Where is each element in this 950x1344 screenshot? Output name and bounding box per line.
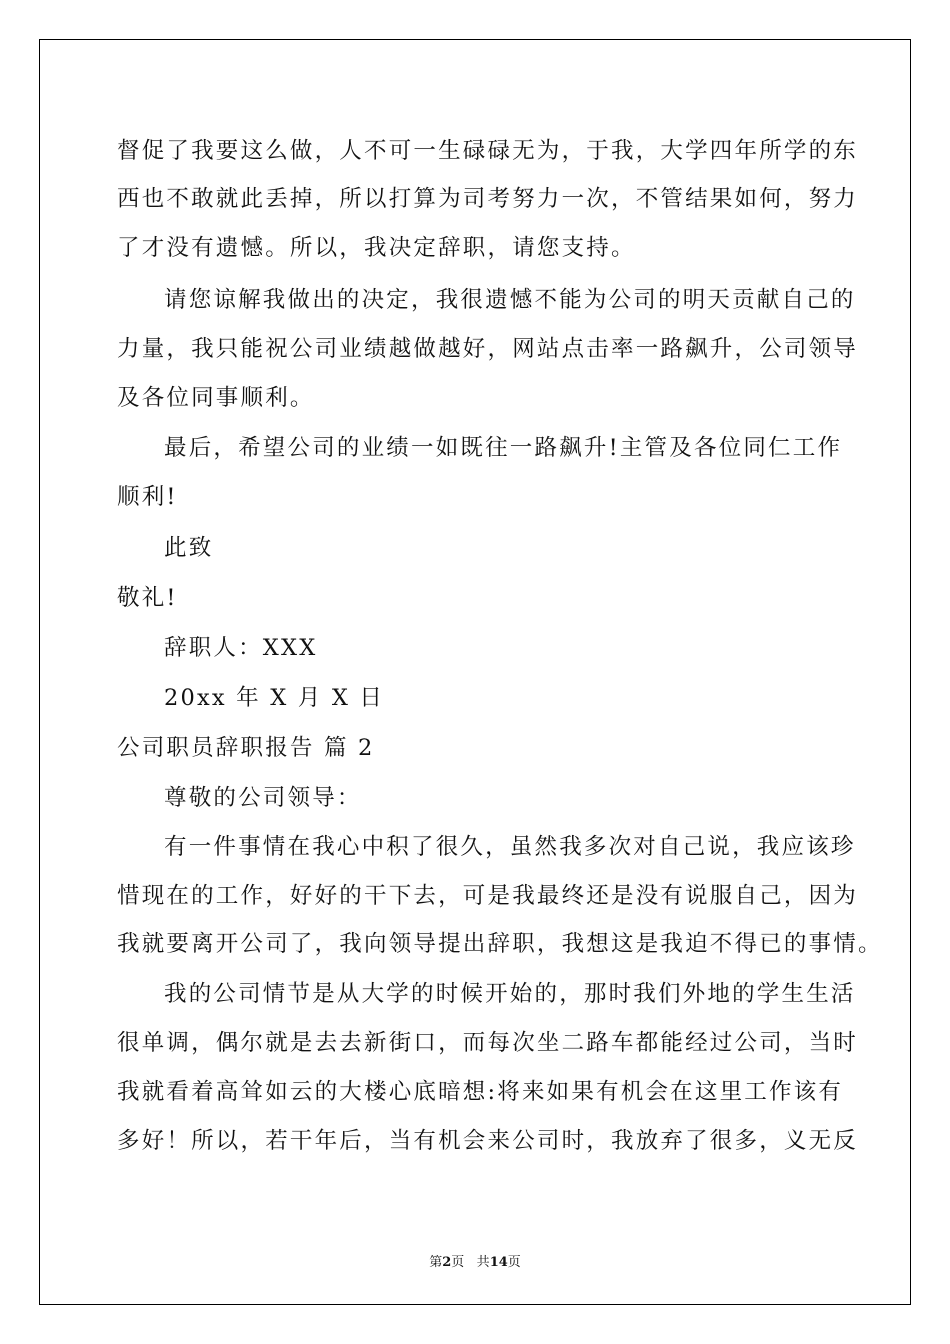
footer-total-prefix: 共 (476, 1255, 490, 1270)
text-line: 最后，希望公司的业绩一如既往一路飙升!主管及各位同仁工作 (164, 435, 843, 461)
text-line: 我就要离开公司了，我向领导提出辞职，我想这是我迫不得已的事情。 (117, 931, 883, 957)
text-line: 惜现在的工作，好好的干下去，可是我最终还是没有说服自己，因为 (117, 883, 859, 909)
date-line: 20xx 年 X 月 X 日 (164, 685, 385, 711)
page-border (39, 39, 911, 1305)
text-line: 很单调，偶尔就是去去新街口，而每次坐二路车都能经过公司，当时 (117, 1030, 859, 1056)
page-footer (0, 1251, 950, 1270)
text-line: 有一件事情在我心中积了很久，虽然我多次对自己说，我应该珍 (164, 834, 856, 860)
text-line: 我就看着高耸如云的大楼心底暗想:将来如果有机会在这里工作该有 (117, 1079, 844, 1105)
text-line: 及各位同事顺利。 (117, 385, 315, 411)
text-line: 督促了我要这么做，人不可一生碌碌无为，于我，大学四年所学的东 (117, 138, 859, 164)
text-line: 此致 (164, 535, 214, 561)
footer-total-suffix: 页 (507, 1255, 521, 1270)
footer-page-number: 2 (442, 1255, 452, 1270)
text-line: 力量，我只能祝公司业绩越做越好，网站点击率一路飙升，公司领导 (117, 336, 859, 362)
text-line: 敬礼! (117, 585, 178, 611)
signer-line: 辞职人：XXX (164, 635, 318, 661)
section-title: 公司职员辞职报告 篇 2 (117, 735, 375, 761)
footer-total-pages: 14 (489, 1255, 508, 1270)
text-line: 我的公司情节是从大学的时候开始的，那时我们外地的学生生活 (164, 981, 856, 1007)
salutation: 尊敬的公司领导： (164, 785, 362, 811)
footer-page-suffix: 页 (451, 1255, 465, 1270)
text-line: 西也不敢就此丢掉，所以打算为司考努力一次，不管结果如何，努力 (117, 186, 859, 212)
text-line: 顺利! (117, 484, 178, 510)
text-line: 多好！所以，若干年后，当有机会来公司时，我放弃了很多，义无反 (117, 1128, 859, 1154)
footer-prefix: 第 (429, 1255, 443, 1270)
text-line: 请您谅解我做出的决定，我很遗憾不能为公司的明天贡献自己的 (164, 287, 856, 313)
text-line: 了才没有遗憾。所以，我决定辞职，请您支持。 (117, 235, 636, 261)
